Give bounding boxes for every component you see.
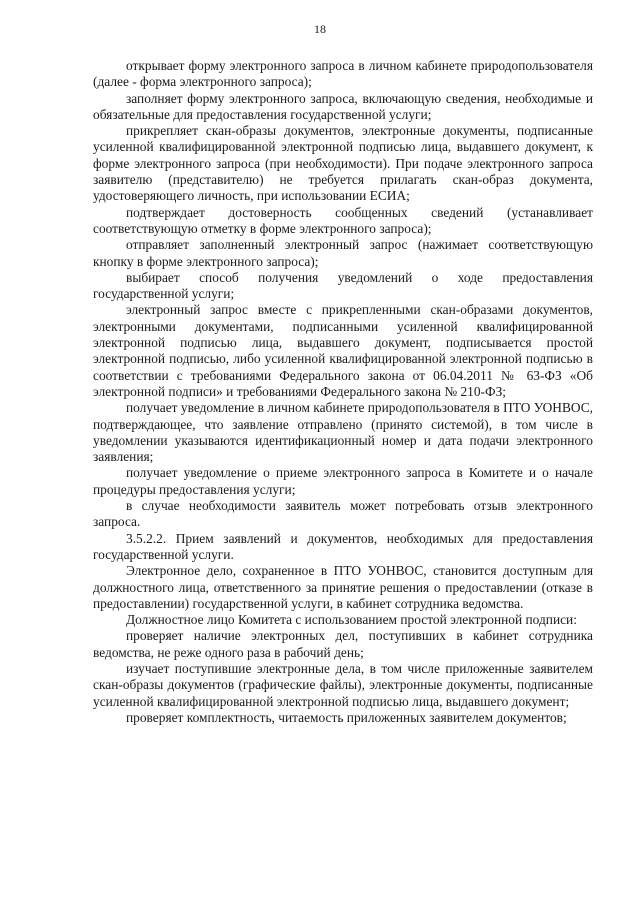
paragraph: получает уведомление о приеме электронного запроса в Комитете и о начале процедуры предоставления услуги; bbox=[93, 465, 593, 497]
paragraph: электронный запрос вместе с прикрепленными скан-образами документов, электронными документами, подписанными усиленной квалифицированной электронной подписью лица, выдавшего документ, подписывается простой электронной подписью, либо усиленной квалифицированной электронной подписью в соответствии с требованиями Федерального закона от 06.04.2011 № 63-ФЗ «Об электронной подписи» и требованиями Федерального закона № 210-ФЗ; bbox=[93, 302, 593, 399]
paragraph: изучает поступившие электронные дела, в том числе приложенные заявителем скан-образы документов (графические файлы), электронные документы, подписанные усиленной квалифицированной электронной подписью лица, выдавшего документ; bbox=[93, 660, 593, 709]
paragraph: Должностное лицо Комитета с использованием простой электронной подписи: bbox=[126, 612, 577, 628]
paragraph: в случае необходимости заявитель может потребовать отзыв электронного запроса. bbox=[93, 498, 593, 530]
paragraph: проверяет наличие электронных дел, поступивших в кабинет сотрудника ведомства, не реже одного раза в рабочий день; bbox=[93, 628, 593, 660]
paragraph: получает уведомление в личном кабинете природопользователя в ПТО УОНВОС, подтверждающее, что заявление отправлено (принято системой), в том числе в уведомлении указываются идентификационный номер и дата подачи электронного заявления; bbox=[93, 400, 593, 465]
paragraph: Электронное дело, сохраненное в ПТО УОНВОС, становится доступным для должностного лица, ответственного за принятие решения о предоставлении (отказе в предоставлении) государственной услуги, в кабинет сотрудника ведомства. bbox=[93, 563, 593, 611]
paragraph: выбирает способ получения уведомлений о ходе предоставления государственной услуги; bbox=[93, 269, 593, 302]
paragraph: проверяет комплектность, читаемость приложенных заявителем документов; bbox=[126, 709, 567, 725]
paragraph: прикрепляет скан-образы документов, электронные документы, подписанные усиленной квалифицированной электронной подписью лица, выдавшего документ, к форме электронного запроса (при необходимости). При подаче электронного запроса заявителю (представителю) не требуется прилагать скан-образ документа, удостоверяющего личность, при использовании ЕСИА; bbox=[93, 123, 593, 204]
paragraph: открывает форму электронного запроса в личном кабинете природопользователя (далее - форма электронного запроса); bbox=[93, 58, 593, 90]
page-number: 18 bbox=[314, 22, 326, 36]
section-heading: 3.5.2.2. Прием заявлений и документов, необходимых для предоставления государственной услуги. bbox=[93, 530, 593, 562]
paragraph: заполняет форму электронного запроса, включающую сведения, необходимые и обязательные для предоставления государственной услуги; bbox=[93, 90, 593, 122]
document-body bbox=[93, 58, 593, 726]
paragraph: подтверждает достоверность сообщенных сведений (устанавливает соответствующую отметку в форме электронного запроса); bbox=[93, 204, 593, 236]
paragraph: отправляет заполненный электронный запрос (нажимает соответствующую кнопку в форме электронного запроса); bbox=[93, 237, 593, 269]
